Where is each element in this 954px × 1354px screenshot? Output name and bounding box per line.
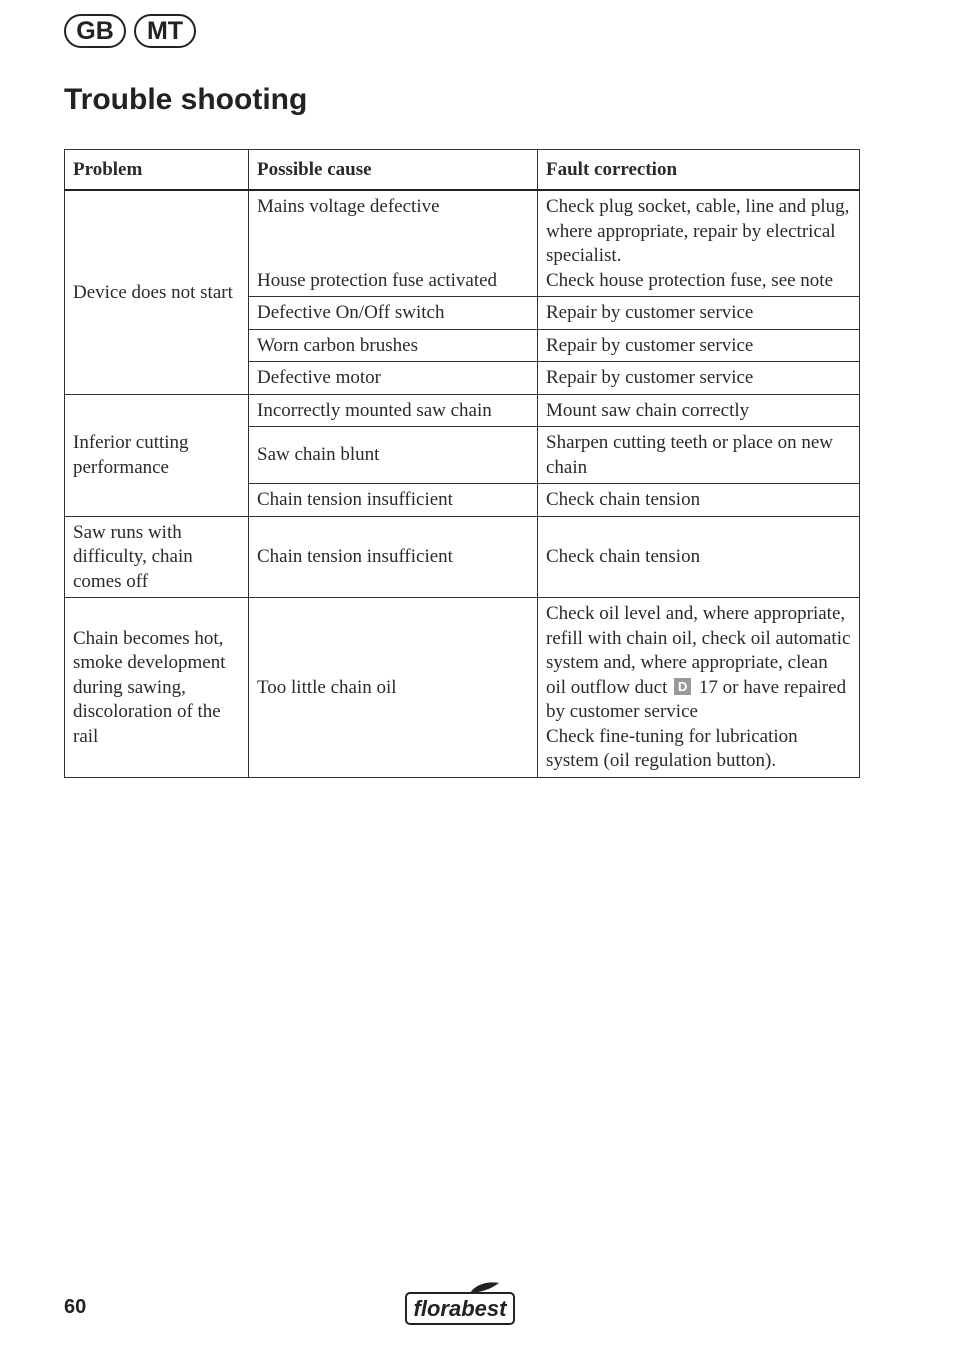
cause-cell: Too little chain oil [249, 598, 538, 778]
correction-cell: Check chain tension [538, 516, 860, 598]
cause-cell: Worn carbon brushes [249, 329, 538, 362]
cause-cell: Saw chain blunt [249, 427, 538, 484]
cause-cell: Chain tension insufficient [249, 516, 538, 598]
problem-cell: Inferior cutting performance [65, 394, 249, 516]
correction-cell [538, 190, 860, 297]
cause-cell: Defective motor [249, 362, 538, 395]
correction-text: 17 or have repaired by customer service [546, 676, 847, 722]
table-row [65, 394, 860, 427]
correction-cell: Mount saw chain correctly [538, 394, 860, 427]
language-badge-mt: MT [134, 14, 196, 48]
cause-text: House protection fuse activated [257, 269, 498, 291]
correction-cell: Repair by customer service [538, 297, 860, 330]
column-header-possible-cause: Possible cause [249, 150, 538, 191]
language-badge-gb: GB [64, 14, 126, 48]
figure-key-d-icon: D [674, 678, 691, 695]
correction-text: Check house protection fuse, see note [546, 269, 834, 291]
correction-text: Check fine-tuning for lubrication system (oil regulation button). [546, 725, 798, 771]
correction-cell: Sharpen cutting teeth or place on new chain [538, 427, 860, 484]
cause-text: Mains voltage defective [257, 196, 440, 217]
table-row [65, 516, 860, 598]
correction-cell [538, 598, 860, 778]
problem-cell: Device does not start [65, 190, 249, 394]
correction-text: Check oil level and, where appropriate, refill with chain oil, check oil automatic system and, where appropriate, clean oil outflow duct [546, 603, 851, 698]
problem-cell: Saw runs with difficulty, chain comes off [65, 516, 249, 598]
correction-text: Check plug socket, cable, line and plug, where appropriate, repair by electrical specialist. [546, 196, 850, 266]
table-row [65, 190, 860, 297]
cause-cell: Incorrectly mounted saw chain [249, 394, 538, 427]
page-title: Trouble shooting [64, 83, 308, 116]
florabest-logo [404, 1280, 518, 1328]
logo-wordmark: florabest [413, 1296, 507, 1321]
cause-spacer [257, 220, 529, 269]
logo-leaf-icon [470, 1282, 499, 1293]
column-header-problem: Problem [65, 150, 249, 191]
language-badges [64, 14, 196, 48]
correction-cell: Repair by customer service [538, 329, 860, 362]
table-row [65, 598, 860, 778]
correction-cell: Check chain tension [538, 484, 860, 517]
troubleshooting-table [64, 149, 860, 778]
page-number: 60 [64, 1296, 87, 1318]
problem-cell: Chain becomes hot, smoke development during sawing, discoloration of the rail [65, 598, 249, 778]
cause-cell [249, 190, 538, 297]
cause-cell: Chain tension insufficient [249, 484, 538, 517]
table-header-row [65, 150, 860, 191]
cause-cell: Defective On/Off switch [249, 297, 538, 330]
column-header-fault-correction: Fault correction [538, 150, 860, 191]
correction-cell: Repair by customer service [538, 362, 860, 395]
